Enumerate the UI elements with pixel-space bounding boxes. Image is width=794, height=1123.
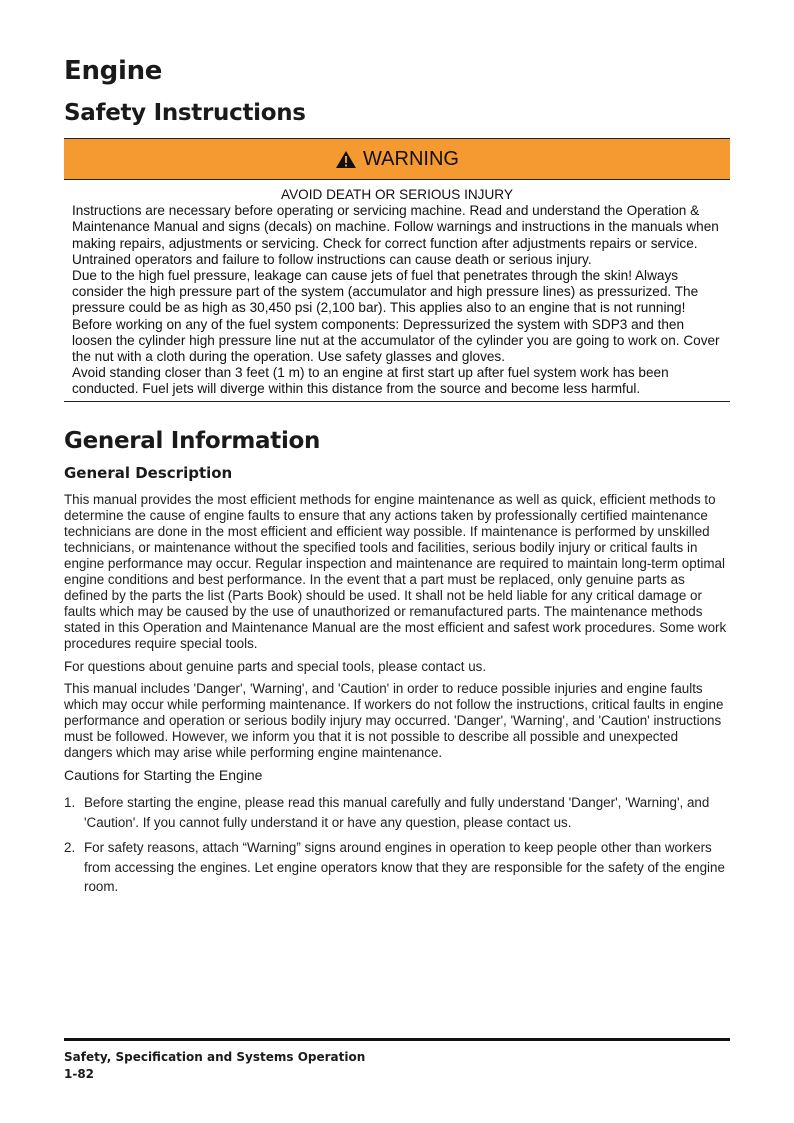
body-paragraph: This manual includes 'Danger', 'Warning', and 'Caution' in order to reduce possible injuries and engine faults which may occur while performing maintenance. If workers do not follow the instructions, critical faults in engine performance and operation or serious bodily injury may occurred. 'Danger', 'Warning', and 'Caution' instructions must be followed. However, we inform you that it is not possible to describe all possible and unexpected dangers which may arise while performing engine maintenance. xyxy=(64,680,724,761)
warning-paragraph: Due to the high fuel pressure, leakage can cause jets of fuel that penetrates through the skin! Always consider the high pressure part of the system (accumulator and high pressure lines) as pressurized. The pressure could be as high as 30,450 psi (2,100 bar). This applies also to an engine that is not running! xyxy=(72,268,699,316)
warning-paragraph: Avoid standing closer than 3 feet (1 m) to an engine at first start up after fuel system work has been conducted. Fuel jets will diverge within this distance from the source and become less harmful. xyxy=(72,365,669,397)
body-paragraph: For questions about genuine parts and special tools, please contact us. xyxy=(64,658,487,674)
warning-paragraph: Before working on any of the fuel system components: Depressurized the system with SDP3 and then loosen the cylinder high pressure line nut at the accumulator of the cylinder you are going to work on. Cover the nut with a cloth during the operation. Use safety glasses and gloves. xyxy=(72,316,720,365)
page-footer xyxy=(64,1038,730,1083)
page-number: 1-82 xyxy=(64,1067,95,1081)
warning-label: WARNING xyxy=(363,147,459,170)
page-title: Engine xyxy=(64,56,163,86)
list-text: Before starting the engine, please read this manual carefully and fully understand 'Danger', 'Warning', and 'Caution'. If you cannot fully understand it or have any question, please contact us. xyxy=(84,795,710,830)
cautions-heading: Cautions for Starting the Engine xyxy=(64,767,263,784)
warning-body xyxy=(64,180,730,401)
general-subheading: General Description xyxy=(64,463,233,482)
general-heading: General Information xyxy=(64,427,321,454)
warning-lead: AVOID DEATH OR SERIOUS INJURY xyxy=(281,187,513,202)
footer-title: Safety, Specification and Systems Operation xyxy=(64,1050,366,1064)
cautions-list xyxy=(64,793,730,897)
page-content xyxy=(64,56,730,903)
list-item xyxy=(64,838,730,897)
warning-box xyxy=(64,138,730,402)
list-number: 2. xyxy=(64,840,76,856)
list-item xyxy=(64,793,730,832)
list-text: For safety reasons, attach “Warning” signs around engines in operation to keep people other than workers from accessing the engines. Let engine operators know that they are responsible for the safety of the engine room. xyxy=(84,840,725,895)
body-paragraph: This manual provides the most efficient methods for engine maintenance as well as quick, efficient methods to determine the cause of engine faults to ensure that any actions taken by professionally certified maintenance technicians are done in the most efficient and efficient way possible. If maintenance is performed by unskilled technicians, or maintenance without the specified tools and facilities, serious bodily injury or critical faults in engine performance may occur. Regular inspection and maintenance are required to maintain long-term optimal engine conditions and best performance. In the event that a part must be replaced, only genuine parts as defined by the parts the list (Parts Book) should be used. It shall not be held liable for any critical damage or faults which may be caused by the use of unauthorized or remanufactured parts. The maintenance methods stated in this Operation and Maintenance Manual are the most efficient and safest work procedures. Some work procedures require special tools. xyxy=(64,491,727,652)
warning-paragraph: Instructions are necessary before operating or servicing machine. Read and understand the Operation & Maintenance Manual and signs (decals) on machine. Follow warnings and instructions in the manuals when making repairs, adjustments or servicing. Check for correct function after adjustments repairs or service. Untrained operators and failure to follow instructions can cause death or serious injury. xyxy=(72,203,719,267)
warning-header xyxy=(64,138,730,180)
list-number: 1. xyxy=(64,795,76,811)
warning-triangle-icon xyxy=(335,150,357,169)
safety-heading: Safety Instructions xyxy=(64,100,306,126)
